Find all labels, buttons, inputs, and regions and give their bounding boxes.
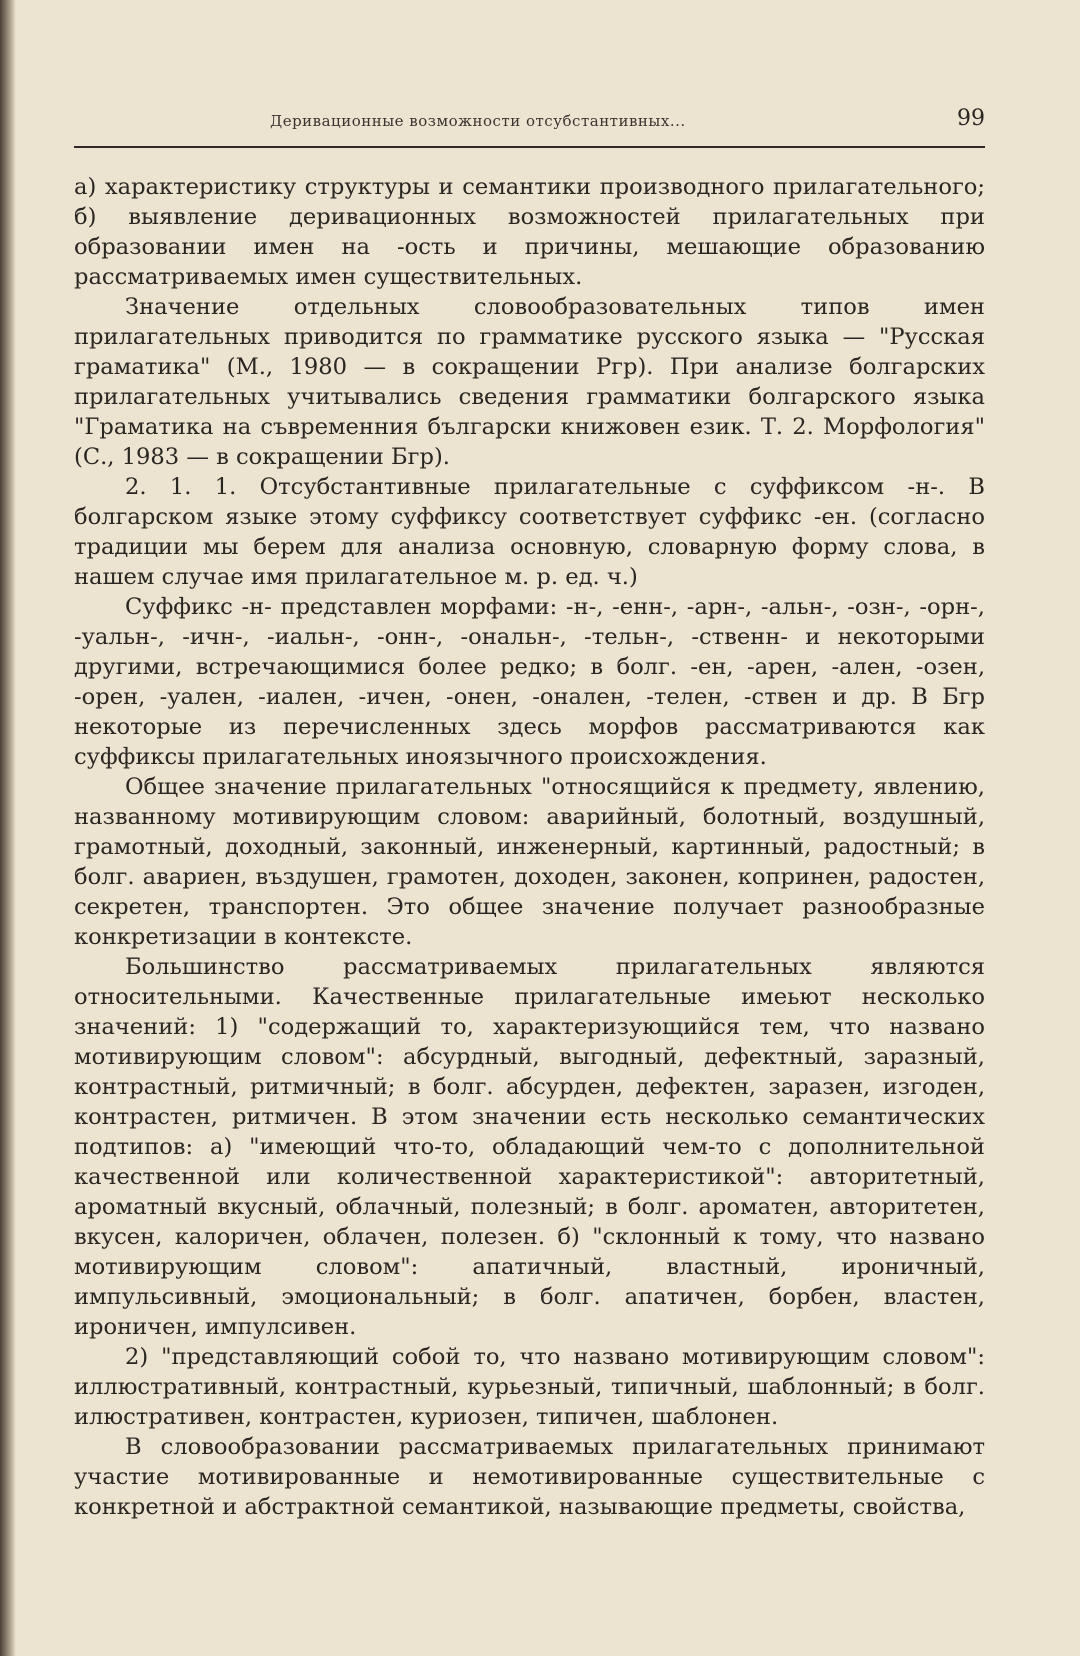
paragraph: В словообразовании рассматриваемых прилагательных принимают участие мотивированные и немотивированные существительные с конкретной и абстрактной семантикой, называющие предметы, свойства, [74,1434,985,1520]
page-number: 99 [957,106,985,131]
header-rule [74,146,985,148]
body-text [74,172,985,1522]
paragraph: а) характеристику структуры и семантики производного прилагательного; б) выявление деривационных возможностей прилагательных при образовании имен на -ость и причины, мешающие образованию рассматриваемых имен существительных. [74,174,985,290]
paragraph: 2. 1. 1. Отсубстантивные прилагательные с суффиксом -н-. В болгарском языке этому суффиксу соответствует суффикс -ен. (согласно традиции мы берем для анализа основную, словарную форму слова, в нашем случае имя прилагательное м. р. ед. ч.) [74,474,985,590]
running-title: Деривационные возможности отсубстантивных... [270,112,686,130]
paragraph: 2) "представляющий собой то, что названо мотивирующим словом": иллюстративный, контрастный, курьезный, типичный, шаблонный; в болг. илюстративен, контрастен, куриозен, типичен, шаблонен. [74,1344,985,1430]
page-header [270,106,985,142]
paragraph: Общее значение прилагательных "относящийся к предмету, явлению, названному мотивирующим словом: аварийный, болотный, воздушный, грамотный, доходный, законный, инженерный, картинный, радостный; в болг. авариен, въздушен, грамотен, доходен, законен, копринен, радостен, секретен, транспортен. Это общее значение получает разнообразные конкретизации в контексте. [74,774,985,950]
paragraph: Большинство рассматриваемых прилагательных являются относительными. Качественные прилагательные имеьют несколько значений: 1) "содержащий то, характеризующийся тем, что названо мотивирующим словом": абсурдный, выгодный, дефектный, заразный, контрастный, ритмичный; в болг. абсурден, дефектен, заразен, изгоден, контрастен, ритмичен. В этом значении есть несколько семантических подтипов: а) "имеющий что-то, обладающий чем-то с дополнительной качественной или количественной характеристикой": авторитетный, ароматный вкусный, облачный, полезный; в болг. ароматен, авторитетен, вкусен, калоричен, облачен, полезен. б) "склонный к тому, что названо мотивирующим словом": апатичный, властный, ироничный, импульсивный, эмоциональный; в болг. апатичен, борбен, властен, ироничен, импулсивен. [74,954,985,1340]
paragraph: Суффикс -н- представлен морфами: -н-, -енн-, -арн-, -альн-, -озн-, -орн-, -уальн-, -ичн-, -иальн-, -онн-, -ональн-, -тельн-, -ственн- и некоторыми другими, встречающимися более редко; в болг. -ен, -арен, -ален, -озен, -орен, -уален, -иален, -ичен, -онен, -онален, -телен, -ствен и др. В Бгр некоторые из перечисленных здесь морфов рассматриваются как суффиксы прилагательных иноязычного происхождения. [74,594,985,770]
binding-shadow [0,0,16,1656]
paragraph: Значение отдельных словообразовательных типов имен прилагательных приводится по грамматике русского языка — "Русская граматика" (М., 1980 — в сокращении Ргр). При анализе болгарских прилагательных учитывались сведения грамматики болгарского языка "Граматика на съвременния български книжовен език. Т. 2. Морфология" (С., 1983 — в сокращении Бгр). [74,294,985,470]
